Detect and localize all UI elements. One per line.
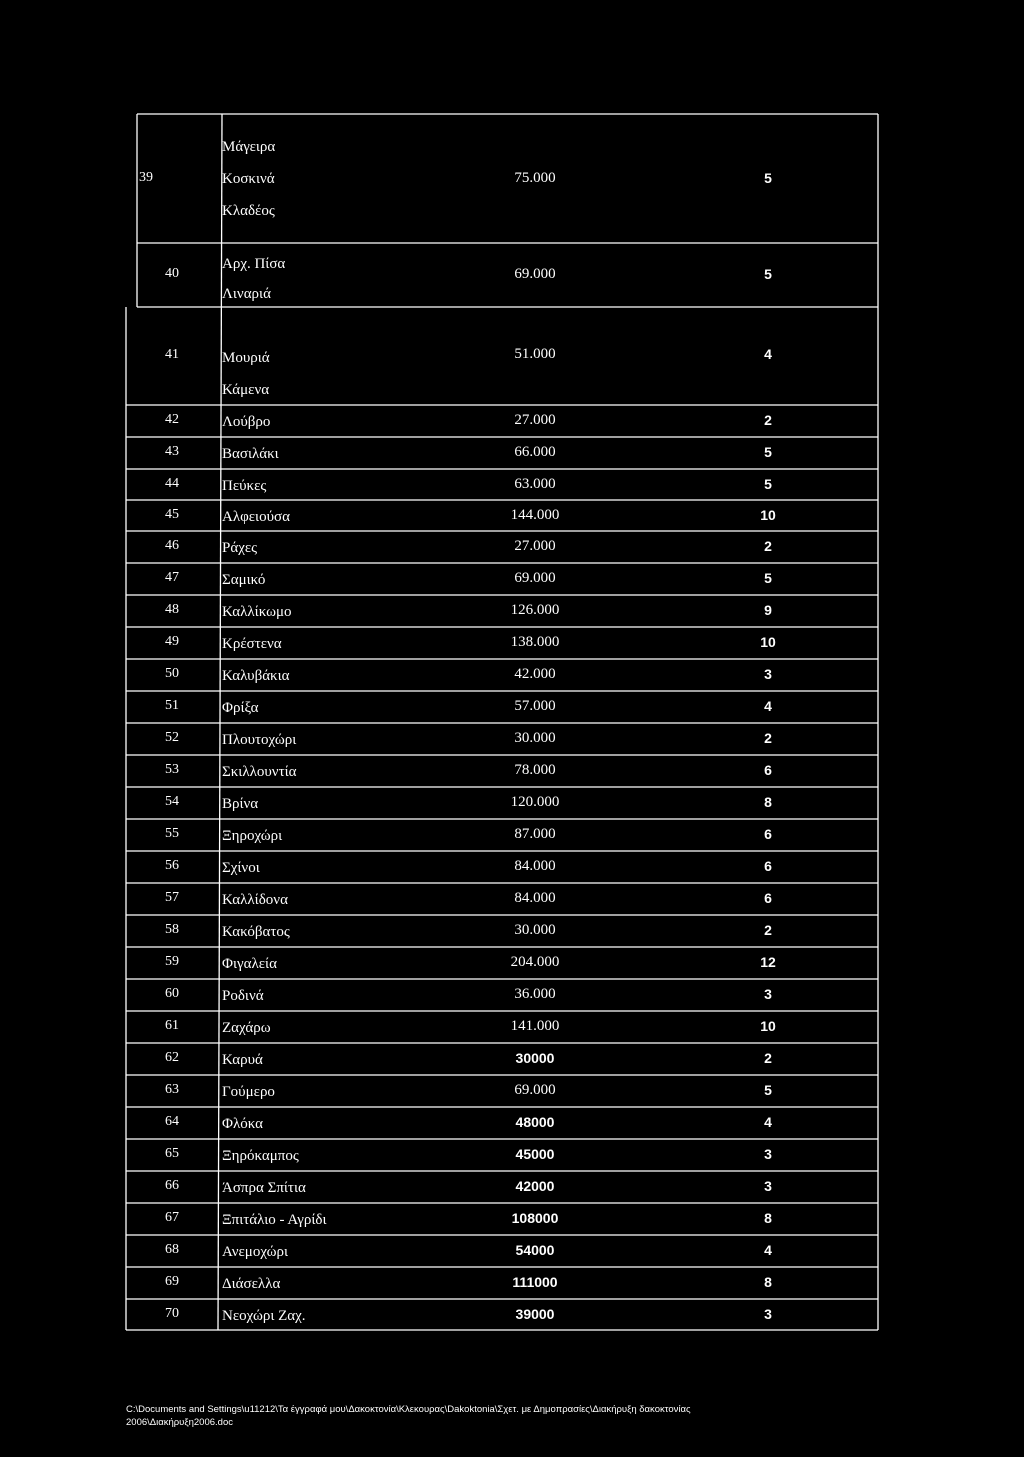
row-number: 68 bbox=[165, 1242, 179, 1257]
place-name: Κάμενα bbox=[222, 382, 270, 398]
row-number: 40 bbox=[165, 266, 179, 281]
place-name: Ροδινά bbox=[222, 988, 264, 1004]
row-number: 50 bbox=[165, 666, 179, 681]
place-name: Αλφειούσα bbox=[222, 509, 290, 525]
amount-value: 69.000 bbox=[514, 266, 556, 282]
count-value: 3 bbox=[764, 1305, 772, 1322]
place-name: Κλαδέος bbox=[222, 203, 275, 219]
row-number: 60 bbox=[165, 986, 179, 1001]
place-name: Βρίνα bbox=[222, 796, 259, 812]
place-name: Ξηρόκαμπος bbox=[222, 1148, 299, 1164]
count-value: 3 bbox=[764, 1178, 772, 1194]
row-number: 70 bbox=[165, 1305, 179, 1321]
row-number: 45 bbox=[165, 506, 179, 522]
row-number: 56 bbox=[165, 858, 179, 873]
amount-value: 138.000 bbox=[510, 634, 560, 650]
place-name: Πλουτοχώρι bbox=[222, 732, 297, 748]
amount-value: 45000 bbox=[515, 1146, 555, 1162]
count-value: 10 bbox=[760, 634, 776, 650]
place-name: Βασιλάκι bbox=[222, 446, 279, 462]
amount-value: 42000 bbox=[515, 1178, 555, 1194]
amount-value: 75.000 bbox=[514, 169, 556, 186]
count-value: 4 bbox=[764, 698, 772, 714]
row-number: 66 bbox=[165, 1178, 179, 1193]
row-number: 53 bbox=[165, 762, 179, 777]
amount-value: 126.000 bbox=[510, 602, 560, 618]
amount-value: 111000 bbox=[512, 1274, 558, 1290]
row-number: 64 bbox=[165, 1114, 179, 1129]
row-number: 49 bbox=[165, 634, 179, 649]
place-name: Λιναριά bbox=[222, 286, 271, 302]
count-value: 2 bbox=[764, 730, 772, 746]
count-value: 8 bbox=[764, 1210, 772, 1226]
place-name: Γούμερο bbox=[222, 1084, 275, 1100]
count-value: 4 bbox=[764, 1114, 772, 1130]
count-value: 5 bbox=[764, 169, 772, 186]
place-name: Φρίξα bbox=[222, 700, 259, 716]
row-number: 43 bbox=[165, 444, 179, 459]
footer-line-2: 2006\Διακήρυξη2006.doc bbox=[126, 1417, 233, 1428]
row-number: 58 bbox=[165, 922, 179, 937]
count-value: 3 bbox=[764, 1146, 772, 1162]
amount-value: 87.000 bbox=[514, 826, 556, 842]
row-number: 46 bbox=[165, 538, 179, 553]
amount-value: 42.000 bbox=[514, 666, 556, 682]
amount-value: 30.000 bbox=[514, 730, 556, 746]
count-value: 3 bbox=[764, 986, 772, 1002]
amount-value: 84.000 bbox=[514, 890, 556, 906]
place-name: Καρυά bbox=[222, 1052, 263, 1068]
row-number: 57 bbox=[165, 890, 179, 905]
place-name: Καλυβάκια bbox=[222, 668, 290, 684]
count-value: 3 bbox=[764, 666, 772, 682]
count-value: 9 bbox=[764, 602, 772, 618]
amount-value: 120.000 bbox=[510, 794, 560, 810]
amount-value: 141.000 bbox=[510, 1018, 560, 1034]
count-value: 12 bbox=[760, 954, 776, 970]
count-value: 2 bbox=[764, 1050, 772, 1066]
place-name: Ανεμοχώρι bbox=[222, 1244, 289, 1260]
place-name: Μάγειρα bbox=[222, 139, 276, 155]
row-number: 62 bbox=[165, 1050, 179, 1065]
count-value: 5 bbox=[764, 570, 772, 586]
amount-value: 48000 bbox=[515, 1114, 555, 1130]
count-value: 8 bbox=[764, 1274, 772, 1290]
amount-value: 144.000 bbox=[510, 506, 560, 523]
row-number: 69 bbox=[165, 1274, 179, 1289]
count-value: 2 bbox=[764, 922, 772, 938]
amount-value: 63.000 bbox=[514, 475, 556, 492]
count-value: 2 bbox=[764, 412, 772, 428]
place-name: Ξπιτάλιο - Αγρίδι bbox=[222, 1212, 327, 1228]
row-number: 52 bbox=[165, 730, 179, 745]
count-value: 5 bbox=[764, 475, 772, 492]
place-name: Διάσελλα bbox=[222, 1276, 281, 1292]
place-name: Νεοχώρι Ζαχ. bbox=[222, 1308, 306, 1324]
amount-value: 69.000 bbox=[514, 1082, 556, 1098]
amount-value: 204.000 bbox=[510, 954, 560, 970]
place-name: Σαμικό bbox=[222, 572, 266, 588]
place-name: Φλόκα bbox=[222, 1116, 264, 1132]
place-name: Καλλίκωμο bbox=[222, 604, 292, 620]
count-value: 6 bbox=[764, 890, 772, 906]
row-number: 61 bbox=[165, 1018, 179, 1033]
amount-value: 51.000 bbox=[514, 346, 556, 362]
count-value: 6 bbox=[764, 762, 772, 778]
count-value: 5 bbox=[764, 444, 772, 460]
amount-value: 30.000 bbox=[514, 922, 556, 938]
place-name: Πεύκες bbox=[222, 478, 267, 494]
amount-value: 84.000 bbox=[514, 858, 556, 874]
amount-value: 54000 bbox=[515, 1242, 555, 1258]
footer-line-1: C:\Documents and Settings\u11212\Τα έγγραφά μου\Δακοκτονία\Κλεκουρας\Dakoktonia\Σχετ. με Δημοπρασίες\Διακήρυξη δακοκτονίας bbox=[126, 1404, 691, 1415]
place-name: Ράχες bbox=[222, 540, 258, 556]
place-name: Ξηροχώρι bbox=[222, 828, 283, 844]
place-name: Κρέστενα bbox=[222, 636, 282, 652]
count-value: 8 bbox=[764, 794, 772, 810]
place-name: Σχίνοι bbox=[222, 860, 260, 876]
amount-value: 108000 bbox=[511, 1210, 559, 1226]
row-number: 55 bbox=[165, 826, 179, 841]
place-name: Ζαχάρω bbox=[222, 1020, 271, 1036]
count-value: 2 bbox=[764, 538, 772, 554]
amount-value: 57.000 bbox=[514, 698, 556, 714]
amount-value: 27.000 bbox=[514, 412, 556, 428]
row-number: 59 bbox=[165, 954, 179, 969]
place-name: Λούβρο bbox=[222, 414, 271, 430]
row-number: 51 bbox=[165, 698, 179, 713]
file-path-footer bbox=[126, 1403, 886, 1429]
amount-value: 39000 bbox=[515, 1305, 555, 1322]
row-number: 44 bbox=[165, 475, 179, 491]
row-number: 39 bbox=[139, 169, 153, 185]
place-name: Κακόβατος bbox=[222, 924, 290, 940]
place-name: Φιγαλεία bbox=[222, 956, 277, 972]
count-value: 10 bbox=[760, 506, 776, 523]
count-value: 5 bbox=[764, 1082, 772, 1098]
place-name: Μουριά bbox=[222, 350, 270, 366]
count-value: 5 bbox=[764, 266, 772, 282]
amount-value: 66.000 bbox=[514, 444, 556, 460]
row-number: 63 bbox=[165, 1082, 179, 1097]
count-value: 6 bbox=[764, 826, 772, 842]
row-number: 47 bbox=[165, 570, 179, 585]
place-name: Άσπρα Σπίτια bbox=[222, 1180, 306, 1196]
amount-value: 30000 bbox=[515, 1050, 555, 1066]
count-value: 6 bbox=[764, 858, 772, 874]
place-name: Αρχ. Πίσα bbox=[222, 256, 286, 272]
place-name: Κοσκινά bbox=[222, 171, 275, 187]
amount-value: 36.000 bbox=[514, 986, 556, 1002]
amount-value: 69.000 bbox=[514, 570, 556, 586]
amount-value: 78.000 bbox=[514, 762, 556, 778]
amount-value: 27.000 bbox=[514, 538, 556, 554]
count-value: 10 bbox=[760, 1018, 776, 1034]
row-number: 67 bbox=[165, 1210, 179, 1225]
row-number: 42 bbox=[165, 412, 179, 427]
row-number: 65 bbox=[165, 1146, 179, 1161]
row-number: 48 bbox=[165, 602, 179, 617]
place-name: Σκιλλουντία bbox=[222, 764, 297, 780]
count-value: 4 bbox=[764, 1242, 772, 1258]
row-number: 41 bbox=[165, 347, 179, 362]
row-number: 54 bbox=[165, 794, 179, 809]
count-value: 4 bbox=[764, 346, 772, 362]
place-name: Καλλίδονα bbox=[222, 892, 288, 908]
